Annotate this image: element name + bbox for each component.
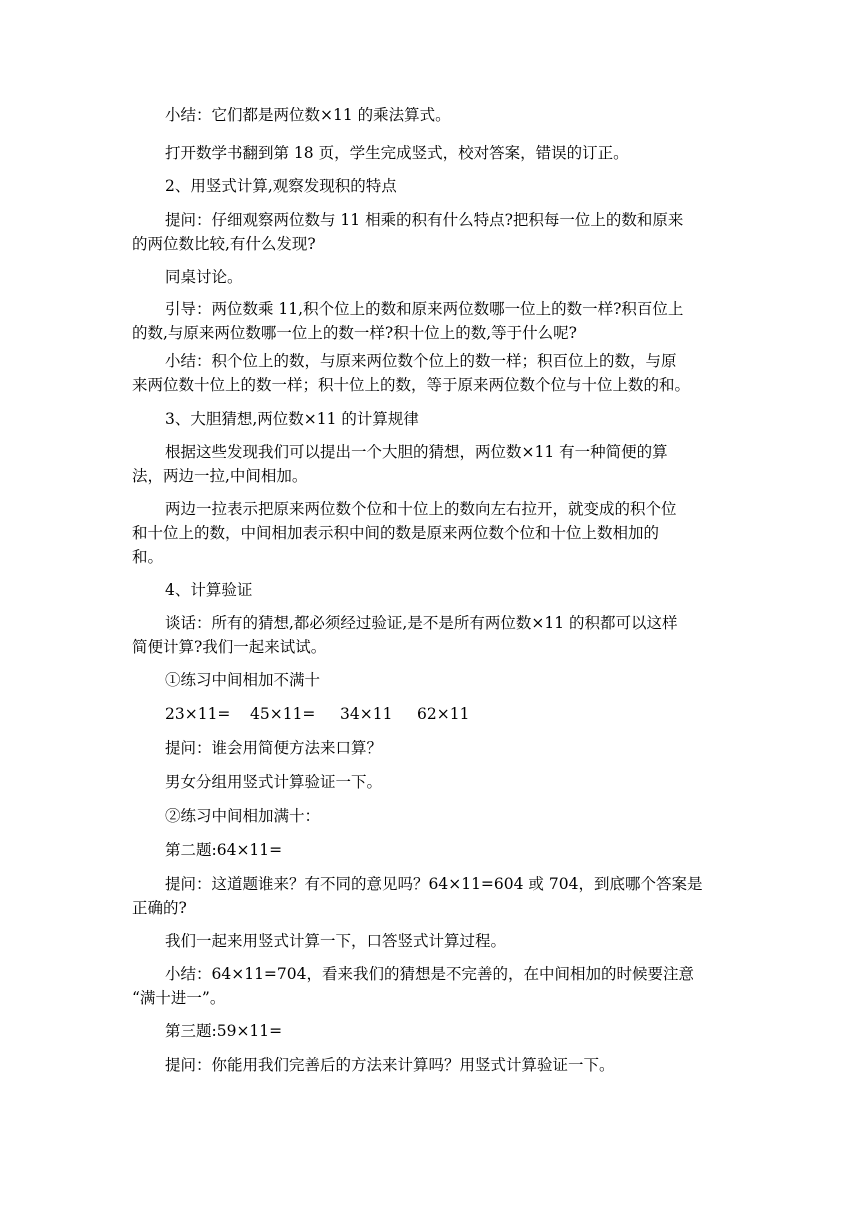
- paragraph-line: 提问：仔细观察两位数与 11 相乘的积有什么特点?把积每一位上的数和原来: [165, 211, 684, 229]
- heading-step-2: 2、用竖式计算,观察发现积的特点: [165, 177, 397, 195]
- paragraph-line: 提问：这道题谁来？有不同的意见吗？64×11=604 或 704，到底哪个答案是: [165, 875, 703, 893]
- paragraph-group-verify: 男女分组用竖式计算验证一下。: [165, 773, 383, 791]
- paragraph-line: 的两位数比较,有什么发现?: [132, 235, 316, 253]
- paragraph-line: 小结：积个位上的数，与原来两位数个位上的数一样；积百位上的数，与原: [165, 352, 677, 370]
- calc-row: [165, 702, 469, 726]
- paragraph-line: 和。: [132, 548, 164, 566]
- paragraph-explanation: [132, 497, 677, 569]
- paragraph-line: 法，两边一拉,中间相加。: [132, 467, 308, 485]
- exercise-heading-2: ②练习中间相加满十：: [165, 807, 321, 825]
- calc-item: 62×11: [417, 705, 470, 723]
- paragraph-guide: [132, 297, 683, 345]
- paragraph-hypothesis: [132, 440, 668, 488]
- heading-step-4: 4、计算验证: [165, 581, 253, 599]
- paragraph-line: 根据这些发现我们可以提出一个大胆的猜想，两位数×11 有一种简便的算: [165, 443, 668, 461]
- heading-step-3: 3、大胆猜想,两位数×11 的计算规律: [165, 410, 419, 428]
- paragraph-vertical-calc: 我们一起来用竖式计算一下，口答竖式计算过程。: [165, 932, 507, 950]
- paragraph-summary-2: [132, 349, 690, 397]
- problem-3: 第三题:59×11=: [165, 1022, 283, 1040]
- paragraph-line: 引导：两位数乘 11,积个位上的数和原来两位数哪一位上的数一样?积百位上: [165, 300, 684, 318]
- paragraph-discussion: 同桌讨论。: [165, 268, 243, 286]
- calc-item: 34×11: [340, 705, 393, 723]
- paragraph-question-3: [132, 872, 702, 920]
- paragraph-talk: [132, 611, 678, 659]
- paragraph-question-4: 提问：你能用我们完善后的方法来计算吗？用竖式计算验证一下。: [165, 1056, 615, 1074]
- paragraph-question-1: [132, 208, 683, 256]
- paragraph-question-2: 提问：谁会用简便方法来口算？: [165, 739, 383, 757]
- paragraph-line: 和十位上的数，中间相加表示积中间的数是原来两位数个位和十位上数相加的: [132, 524, 660, 542]
- paragraph-line: “满十进一”。: [132, 989, 226, 1007]
- paragraph-line: 的数,与原来两位数哪一位上的数一样?积十位上的数,等于什么呢?: [132, 324, 577, 342]
- paragraph-open-book: 打开数学书翻到第 18 页，学生完成竖式，校对答案，错误的订正。: [165, 144, 629, 162]
- paragraph-summary-1: 小结：它们都是两位数×11 的乘法算式。: [165, 106, 451, 124]
- paragraph-line: 简便计算?我们一起来试试。: [132, 638, 327, 656]
- paragraph-line: 来两位数十位上的数一样；积十位上的数，等于原来两位数个位与十位上数的和。: [132, 376, 691, 394]
- paragraph-line: 正确的?: [132, 899, 187, 917]
- problem-2: 第二题:64×11=: [165, 841, 283, 859]
- calc-item: 45×11=: [250, 705, 316, 723]
- paragraph-summary-3: [132, 962, 694, 1010]
- calc-item: 23×11=: [165, 705, 231, 723]
- paragraph-line: 谈话：所有的猜想,都必须经过验证,是不是所有两位数×11 的积都可以这样: [165, 614, 678, 632]
- paragraph-line: 两边一拉表示把原来两位数个位和十位上的数向左右拉开，就变成的积个位: [165, 500, 677, 518]
- exercise-heading-1: ①练习中间相加不满十: [165, 671, 321, 689]
- paragraph-line: 小结：64×11=704，看来我们的猜想是不完善的，在中间相加的时候要注意: [165, 965, 695, 983]
